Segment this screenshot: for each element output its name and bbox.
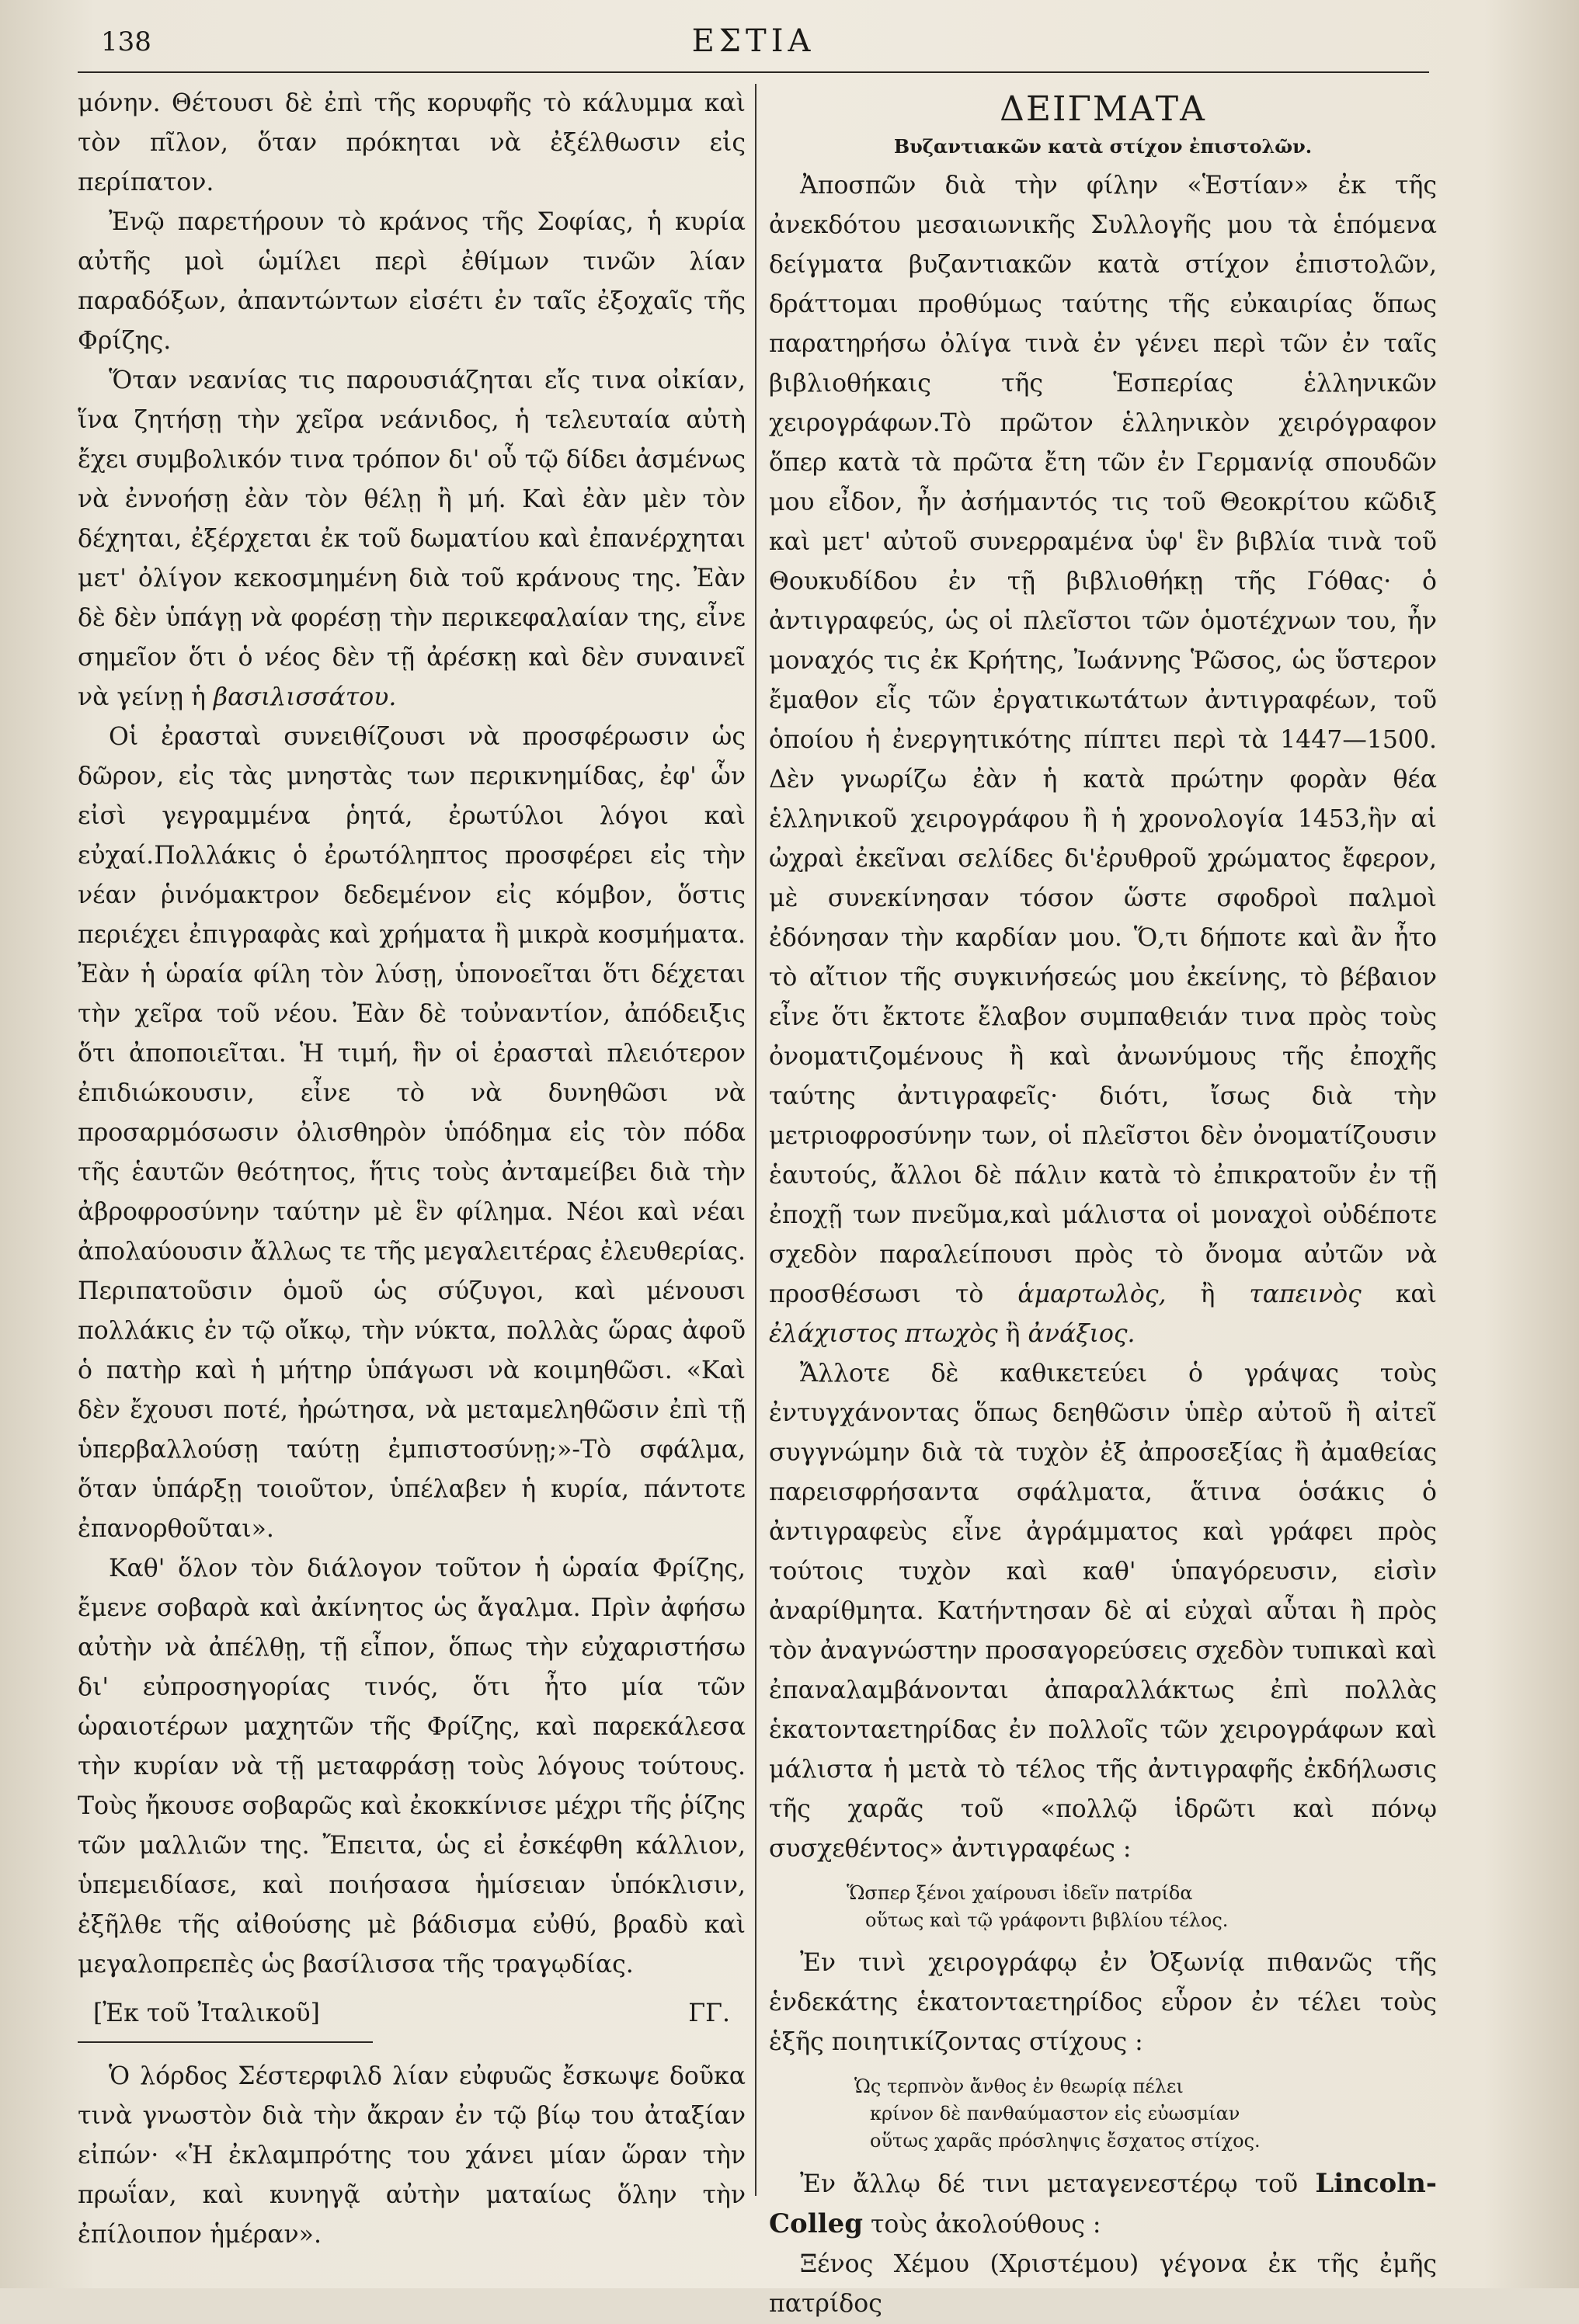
paragraph: Καθ' ὅλον τὸν διάλογον τοῦτον ἡ ὡραία Φρίζης, ἔμενε σοβαρὰ καὶ ἀκίνητος ὡς ἄγαλμα. Πρὶν ἀφήσω αὐτὴν νὰ ἀπέλθῃ, τῇ εἶπον, ὅπως τὴν εὐχαριστήσω δι' εὐπροσηγορίας τινός, ὅτι ἦτο μία τῶν ὡραιοτέρων μαχητῶν τῆς Φρίζης, καὶ παρεκάλεσα τὴν κυρίαν νὰ τῇ μεταφράσῃ τοὺς λόγους τούτους. Τοὺς ἤκουσε σοβαρῶς καὶ ἐκοκκίνισε μέχρι τῆς ῥίζης τῶν μαλλιῶν της. Ἔπειτα, ὡς εἰ ἐσκέφθη κάλλιον, ὑπεμειδίασε, καὶ ποιήσασα ἡμίσειαν ὑπόκλισιν, ἐξῆλθε τῆς αἰθούσης μὲ βάδισμα εὐθύ, βραδὺ καὶ μεγαλοπρεπὲς ὡς βασίλισσα τῆς τραγῳδίας. [78,1555,746,1978]
paragraph: μόνην. Θέτουσι δὲ ἐπὶ τῆς κορυφῆς τὸ κάλυμμα καὶ τὸν πῖλον, ὅταν πρόκηται νὰ ἐξέλθωσιν εἰς περίπατον. [78,89,746,196]
attribution-line [78,1994,746,2034]
verse-line: Ὡς τερπνὸν ἄνθος ἐν θεωρίᾳ πέλει [854,2076,1184,2097]
header-rule [78,71,1429,73]
paragraph: Ὅταν νεανίας τις παρουσιάζηται εἴς τινα οἰκίαν, ἵνα ζητήσῃ τὴν χεῖρα νεάνιδος, ἡ τελευταία αὐτὴ ἔχει συμβολικόν τινα τρόπον δι' οὗ τῷ δίδει ἀσμένως νὰ ἐννοήσῃ ἐὰν τὸν θέλῃ ἢ μή. Καὶ ἐὰν μὲν τὸν δέχηται, ἐξέρχεται ἐκ τοῦ δωματίου καὶ ἐπανέρχηται μετ' ὀλίγον κεκοσμημένη διὰ τοῦ κράνους της. Ἐὰν δὲ δὲν ὑπάγῃ νὰ φορέσῃ τὴν περικεφαλαίαν της, εἶνε σημεῖον ὅτι ὁ νέος δὲν τῇ ἀρέσκῃ καὶ δὲν συναινεῖ νὰ γείνῃ ἡ βασιλισσάτου. [78,366,746,711]
section-rule [78,2041,373,2043]
running-title: ΕΣΤΙΑ [691,23,816,59]
section-subtitle: Βυζαντιακῶν κατὰ στίχον ἐπιστολῶν. [893,135,1313,158]
paragraph: Ἀποσπῶν διὰ τὴν φίλην «Ἑστίαν» ἐκ τῆς ἀνεκδότου μεσαιωνικῆς Συλλογῆς μου τὰ ἑπόμενα δείγματα βυζαντιακῶν κατὰ στίχον ἐπιστολῶν, δράττομαι προθύμως ταύτης τῆς εὐκαιρίας ὅπως παρατηρήσω ὀλίγα τινὰ ἐν γένει περὶ τῶν ἐν ταῖς βιβλιοθήκαις τῆς Ἑσπερίας ἑλληνικῶν χειρογράφων.Τὸ πρῶτον ἑλληνικὸν χειρόγραφον ὅπερ κατὰ τὰ πρῶτα ἔτη τῶν ἐν Γερμανίᾳ σπουδῶν μου εἶδον, ἦν ἀσήμαντός τις τοῦ Θεοκρίτου κῶδιξ καὶ μετ' αὐτοῦ συνερραμένα ὑφ' ἓν βιβλία τινὰ τοῦ Θουκυδίδου ἐν τῇ βιβλιοθήκῃ τῆς Γόθας· ὁ ἀντιγραφεύς, ὡς οἱ πλεῖστοι τῶν ὁμοτέχνων του, ἦν μοναχός τις ἐκ Κρήτης, Ἰωάννης Ῥῶσος, ὡς ὕστερον ἔμαθον εἷς τῶν ἐργατικωτάτων ἀντιγραφέων, τοῦ ὁποίου ἡ ἐνεργητικότης πίπτει περὶ τὰ 1447—1500. Δὲν γνωρίζω ἐὰν ἡ κατὰ πρώτην φορὰν θέα ἑλληνικοῦ χειρογράφου ἢ ἡ χρονολογία 1453,ἣν αἱ ὠχραὶ ἐκεῖναι σελίδες δι'ἐρυθροῦ χρώματος ἔφερον, μὲ συνεκίνησαν τόσον ὥστε σφοδροὶ παλμοὶ ἐδόνησαν τὴν καρδίαν μου. Ὅ,τι δήποτε καὶ ἂν ἦτο τὸ αἴτιον τῆς συγκινήσεώς μου ἐκείνης, τὸ βέβαιον εἶνε ὅτι ἔκτοτε ἔλαβον συμπαθειάν τινα πρὸς τοὺς ὀνοματιζομένους ἢ καὶ ἀνωνύμους τῆς ἐποχῆς ταύτης ἀντιγραφεῖς· διότι, ἴσως διὰ τὴν μετριοφροσύνην των, οἱ πλεῖστοι δὲν ὀνοματίζουσιν ἑαυτούς, ἄλλοι δὲ πάλιν κατὰ τὸ ἐπικρατοῦν ἐν τῇ ἐποχῇ των πνεῦμα,καὶ μάλιστα οἱ μοναχοὶ οὐδέποτε σχεδὸν παραλείπουσι πρὸς τὸ ὄνομα αὐτῶν νὰ προσθέσωσι τὸ ἁμαρτωλὸς, ἢ ταπεινὸς καὶ ἐλάχιστος πτωχὸς ἢ ἀνάξιος. [769,172,1438,1348]
author-initials: ΓΓ. [688,1999,730,2027]
page-header [78,22,1429,65]
column-divider [755,84,756,2196]
paragraph: Ἐνῷ παρετήρουν τὸ κράνος τῆς Σοφίας, ἡ κυρία αὐτῆς μοὶ ὡμίλει περὶ ἐθίμων τινῶν λίαν παραδόξων, ἀπαντώντων εἰσέτι ἐν ταῖς ἐξοχαῖς τῆς Φρίζης. [78,208,746,355]
college-name: Lincoln-Colleg [769,2168,1437,2239]
verse-line: οὕτως καὶ τῷ γράφοντι βιβλίου τέλος. [865,1909,1229,1931]
paragraph: Ξένος Χέμου (Χριστέμου) γέγονα ἐκ τῆς ἐμῆς πατρίδος [769,2250,1437,2318]
page-number: 138 [101,26,151,57]
verse-block [769,2073,1437,2155]
paragraph: Ἐν τινὶ χειρογράφῳ ἐν Ὀξωνίᾳ πιθανῶς τῆς ἑνδεκάτης ἑκατονταετηρίδος εὗρον ἐν τέλει τοὺς ἑξῆς ποιητικίζοντας στίχους : [769,1949,1437,2056]
paragraph: Ἐν ἄλλῳ δέ τινι μεταγενεστέρῳ τοῦ Lincoln-Colleg τοὺς ἀκολούθους : [769,2168,1437,2239]
verse-line: κρίνον δὲ πανθαύμαστον εἰς εὐωσμίαν [870,2103,1240,2124]
anecdote-paragraph: Ὁ λόρδος Σέστερφιλδ λίαν εὐφυῶς ἔσκωψε δοῦκα τινὰ γνωστὸν διὰ τὴν ἄκραν ἐν τῷ βίῳ του ἀταξίαν εἰπών· «Ἡ ἐκλαμπρότης του χάνει μίαν ὥραν τὴν πρωΐαν, καὶ κυνηγᾷ αὐτὴν ματαίως ὅλην τὴν ἐπίλοιπον ἡμέραν». [78,2062,746,2249]
section-title: ΔΕΙΓΜΑΤΑ [1000,89,1206,129]
source-note: [Ἐκ τοῦ Ἰταλικοῦ] [93,1999,320,2027]
left-column [78,84,746,2250]
paragraph: Ἄλλοτε δὲ καθικετεύει ὁ γράψας τοὺς ἐντυγχάνοντας ὅπως δεηθῶσιν ὑπὲρ αὐτοῦ ἢ αἰτεῖ συγγνώμην διὰ τὰ τυχὸν ἐξ ἀπροσεξίας ἢ ἀμαθείας παρεισφρήσαντα σφάλματα, ἅτινα ὁσάκις ὁ ἀντιγραφεὺς εἶνε ἀγράμματος καὶ γράφει πρὸς τούτοις τυχὸν καὶ καθ' ὑπαγόρευσιν, εἰσὶν ἀναρίθμητα. Κατήντησαν δὲ αἱ εὐχαὶ αὗται ἢ πρὸς τὸν ἀναγνώστην προσαγορεύσεις σχεδὸν τυπικαὶ καὶ ἐπαναλαμβάνονται ἀπαραλλάκτως ἐπὶ πολλὰς ἑκατονταετηρίδας ἐν πολλοῖς τῶν χειρογράφων καὶ μάλιστα ἡ μετὰ τὸ τέλος τῆς ἀντιγραφῆς ἐκδήλωσις τῆς χαρᾶς τοῦ «πολλῷ ἱδρῶτι καὶ πόνῳ συσχεθέντος» ἀντιγραφέως : [769,1360,1437,1863]
verse-block [769,1880,1437,1934]
verse-line: οὕτως χαρᾶς πρόσληψις ἔσχατος στίχος. [870,2130,1261,2152]
italic-word: βασιλισσάτου. [213,683,397,711]
paragraph: Οἱ ἐρασταὶ συνειθίζουσι νὰ προσφέρωσιν ὡς δῶρον, εἰς τὰς μνηστὰς των περικνημίδας, ἐφ' ὧν εἰσὶ γεγραμμένα ῥητά, ἐρωτύλοι λόγοι καὶ εὐχαί.Πολλάκις ὁ ἐρωτόληπτος προσφέρει εἰς τὴν νέαν ῥινόμακτρον δεδεμένον εἰς κόμβον, ὅστις περιέχει ἐπιγραφὰς καὶ χρήματα ἢ μικρὰ κοσμήματα. Ἐὰν ἡ ὡραία φίλη τὸν λύσῃ, ὑπονοεῖται ὅτι δέχεται τὴν χεῖρα τοῦ νέου. Ἐὰν δὲ τοὐναντίον, ἀπόδειξις ὅτι ἀποποιεῖται. Ἡ τιμή, ἣν οἱ ἐρασταὶ πλειότερον ἐπιδιώκουσιν, εἶνε τὸ νὰ δυνηθῶσι νὰ προσαρμόσωσιν ὀλισθηρὸν ὑπόδημα εἰς τὸν πόδα τῆς ἑαυτῶν θεότητος, ἥτις τοὺς ἀνταμείβει διὰ τὴν ἀβροφροσύνην ταύτην μὲ ἓν φίλημα. Νέοι καὶ νέαι ἀπολαύουσιν ἄλλως τε τῆς μεγαλειτέρας ἐλευθερίας. Περιπατοῦσιν ὁμοῦ ὡς σύζυγοι, καὶ μένουσι πολλάκις ἐν τῷ οἴκῳ, τὴν νύκτα, πολλὰς ὥρας ἀφοῦ ὁ πατὴρ καὶ ἡ μήτηρ ὑπάγωσι νὰ κοιμηθῶσι. «Καὶ δὲν ἔχουσι ποτέ, ἠρώτησα, νὰ μεταμεληθῶσιν ἐπὶ τῇ ὑπερβαλλούσῃ ταύτῃ ἐμπιστοσύνῃ;»-Τὸ σφάλμα, ὅταν ὑπάρξῃ τοιοῦτον, ὑπέλαβεν ἡ κυρία, πάντοτε ἐπανορθοῦται». [78,723,746,1543]
verse-line: Ὥσπερ ξένοι χαίρουσι ἰδεῖν πατρίδα [847,1882,1193,1904]
right-column [769,84,1438,2318]
